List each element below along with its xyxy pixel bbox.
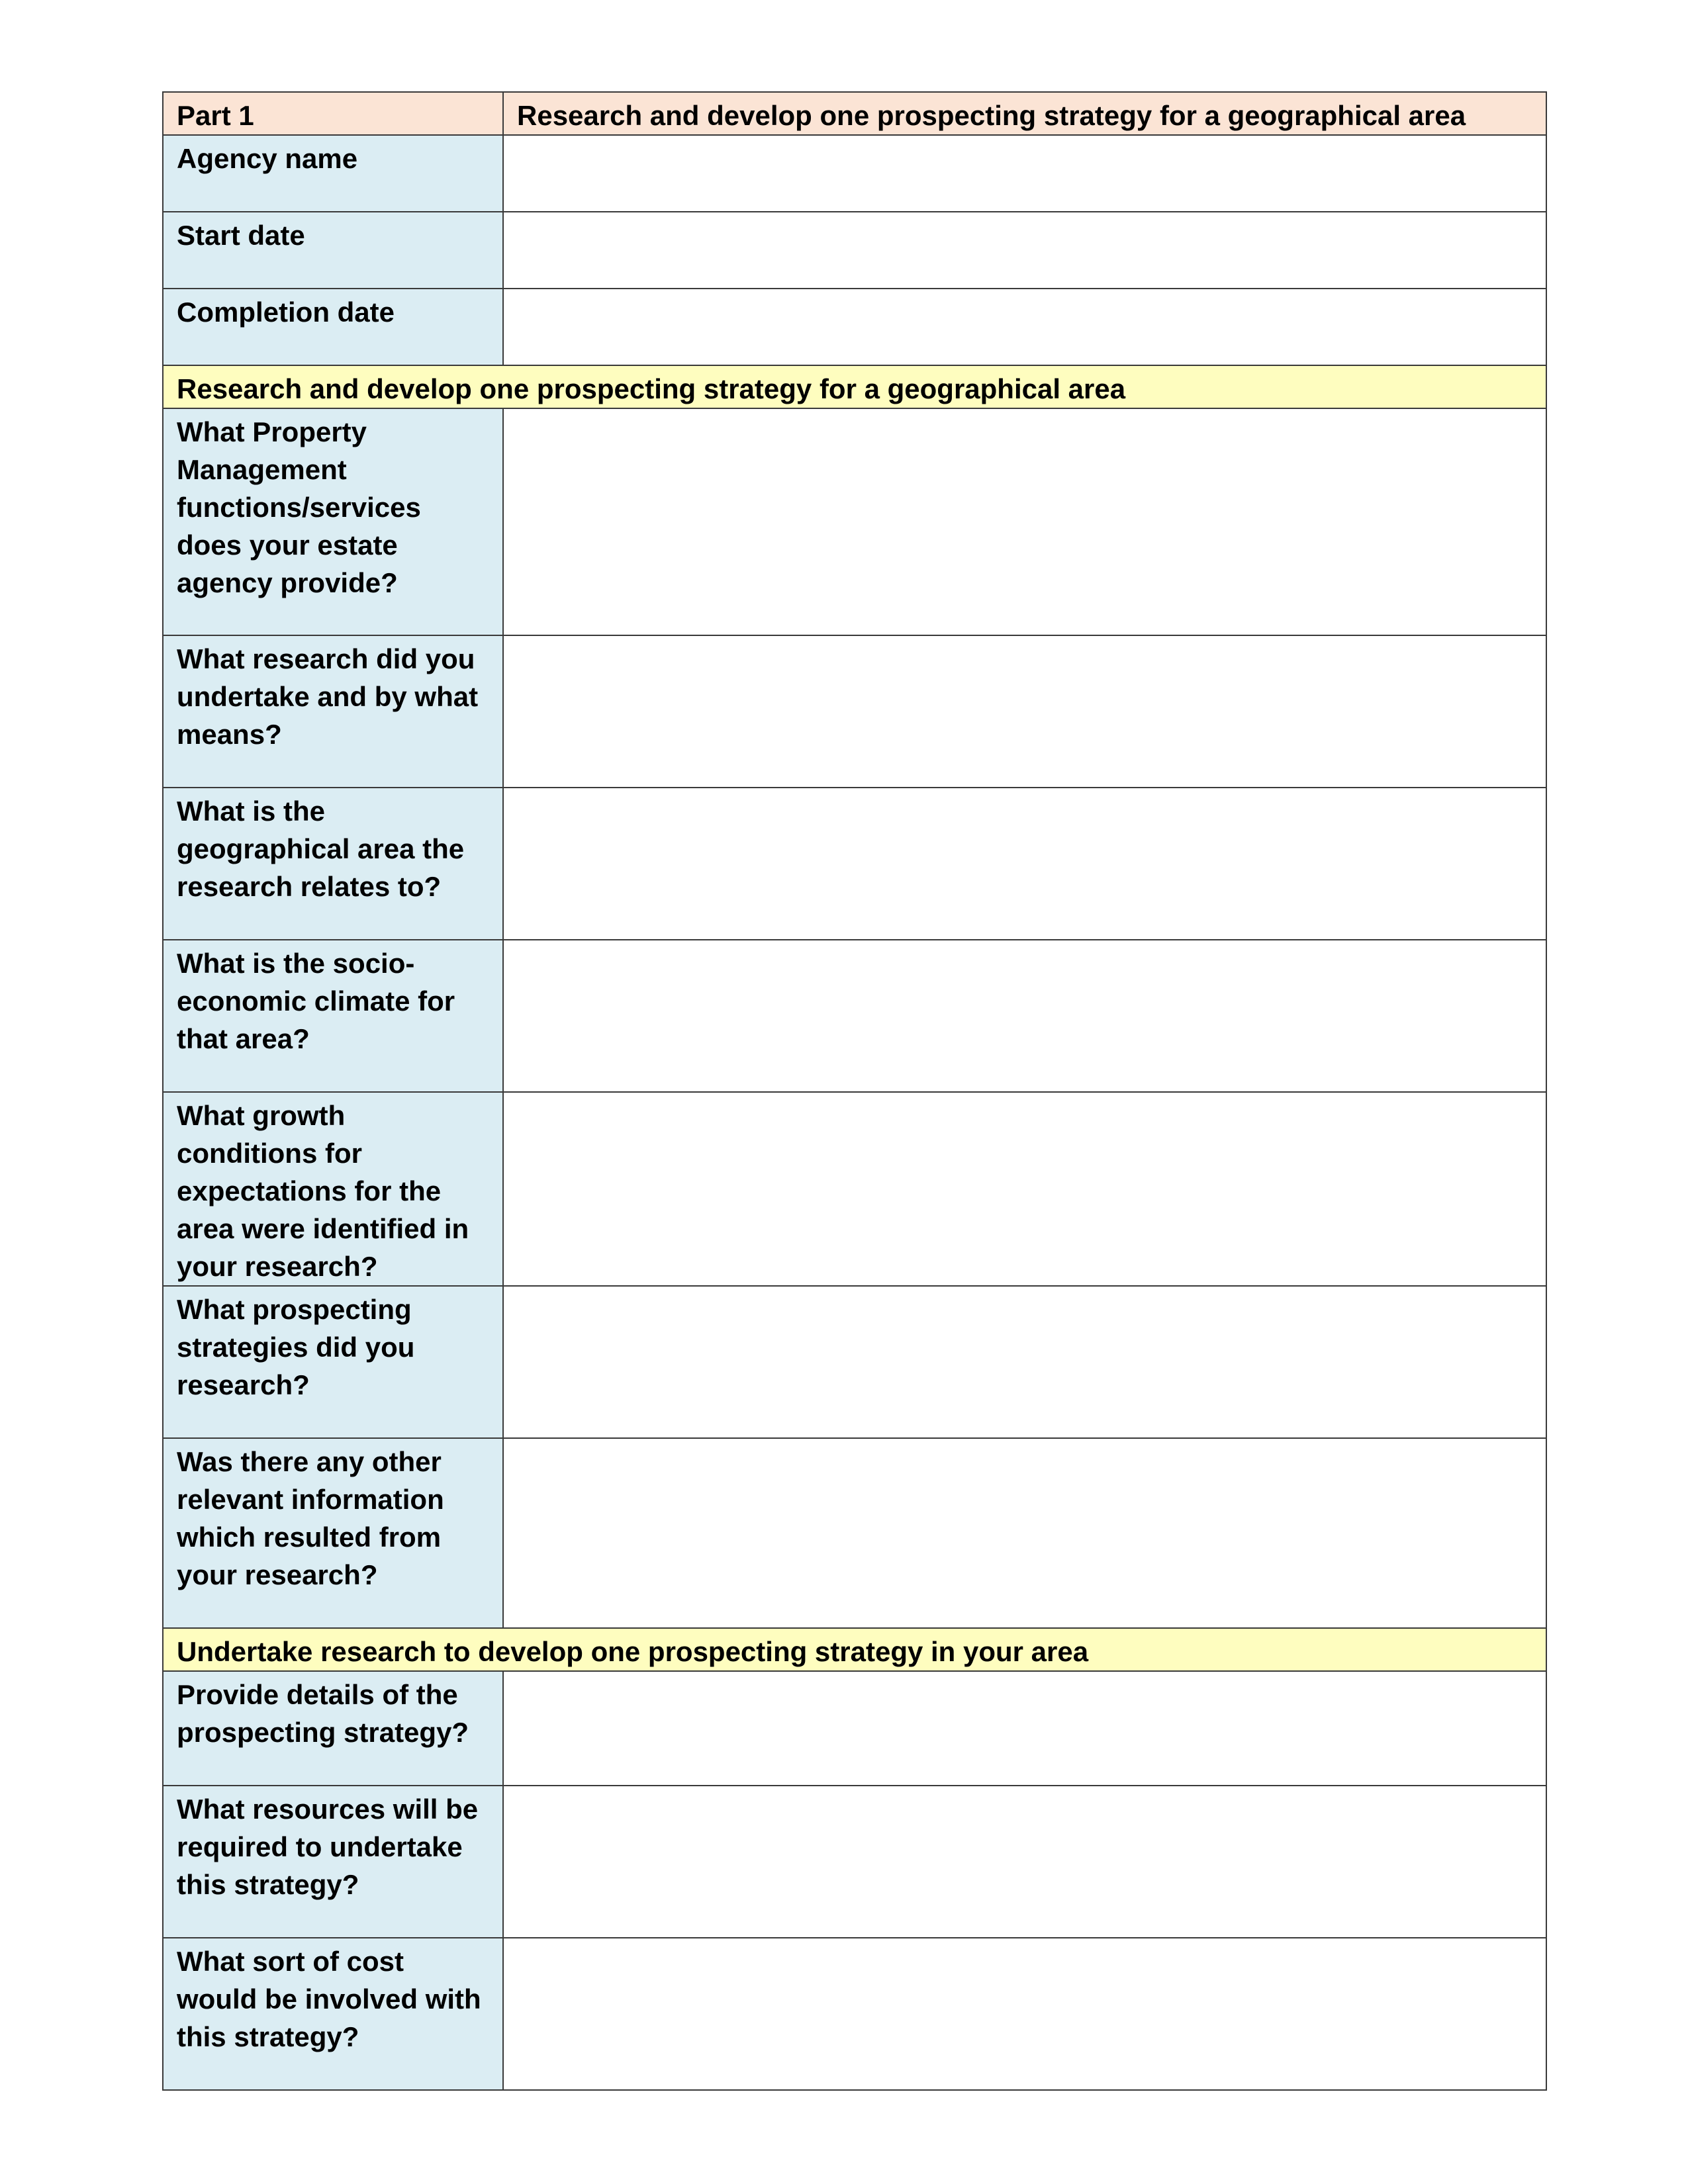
question-row xyxy=(163,408,1546,635)
question-growth-conditions-label: What growth conditions for expectations for the area were identified in your research? xyxy=(163,1092,503,1286)
question-cost-label: What sort of cost would be involved with this strategy? xyxy=(163,1938,503,2090)
question-strategy-details-answer[interactable] xyxy=(503,1671,1546,1786)
part-header-row xyxy=(163,92,1546,135)
question-other-information-answer[interactable] xyxy=(503,1438,1546,1628)
question-row xyxy=(163,1286,1546,1438)
question-prospecting-strategies-label: What prospecting strategies did you research? xyxy=(163,1286,503,1438)
detail-row-completion-date xyxy=(163,289,1546,365)
question-prospecting-strategies-answer[interactable] xyxy=(503,1286,1546,1438)
section-header-row-1 xyxy=(163,365,1546,408)
question-resources-label: What resources will be required to undertake this strategy? xyxy=(163,1786,503,1938)
completion-date-label: Completion date xyxy=(163,289,503,365)
question-management-services-label: What Property Management functions/services does your estate agency provide? xyxy=(163,408,503,635)
question-geographical-area-label: What is the geographical area the research relates to? xyxy=(163,788,503,940)
question-geographical-area-answer[interactable] xyxy=(503,788,1546,940)
part-label: Part 1 xyxy=(163,92,503,135)
detail-row-start-date xyxy=(163,212,1546,289)
section-header-row-2 xyxy=(163,1628,1546,1671)
question-research-means-answer[interactable] xyxy=(503,635,1546,788)
assessment-form-table xyxy=(162,91,1547,2091)
question-growth-conditions-answer[interactable] xyxy=(503,1092,1546,1286)
question-row xyxy=(163,1671,1546,1786)
question-strategy-details-label: Provide details of the prospecting strategy? xyxy=(163,1671,503,1786)
question-resources-answer[interactable] xyxy=(503,1786,1546,1938)
agency-name-label: Agency name xyxy=(163,135,503,212)
question-row xyxy=(163,1938,1546,2090)
question-research-means-label: What research did you undertake and by what means? xyxy=(163,635,503,788)
question-row xyxy=(163,1092,1546,1286)
detail-row-agency-name xyxy=(163,135,1546,212)
question-row xyxy=(163,1786,1546,1938)
agency-name-field[interactable] xyxy=(503,135,1546,212)
completion-date-field[interactable] xyxy=(503,289,1546,365)
question-cost-answer[interactable] xyxy=(503,1938,1546,2090)
part-title: Research and develop one prospecting strategy for a geographical area xyxy=(503,92,1546,135)
question-socio-economic-label: What is the socio-economic climate for that area? xyxy=(163,940,503,1092)
question-row xyxy=(163,1438,1546,1628)
question-row xyxy=(163,788,1546,940)
question-row xyxy=(163,940,1546,1092)
section-2-title: Undertake research to develop one prospecting strategy in your area xyxy=(163,1628,1546,1671)
question-management-services-answer[interactable] xyxy=(503,408,1546,635)
question-row xyxy=(163,635,1546,788)
section-1-title: Research and develop one prospecting strategy for a geographical area xyxy=(163,365,1546,408)
question-other-information-label: Was there any other relevant information which resulted from your research? xyxy=(163,1438,503,1628)
start-date-label: Start date xyxy=(163,212,503,289)
start-date-field[interactable] xyxy=(503,212,1546,289)
question-socio-economic-answer[interactable] xyxy=(503,940,1546,1092)
